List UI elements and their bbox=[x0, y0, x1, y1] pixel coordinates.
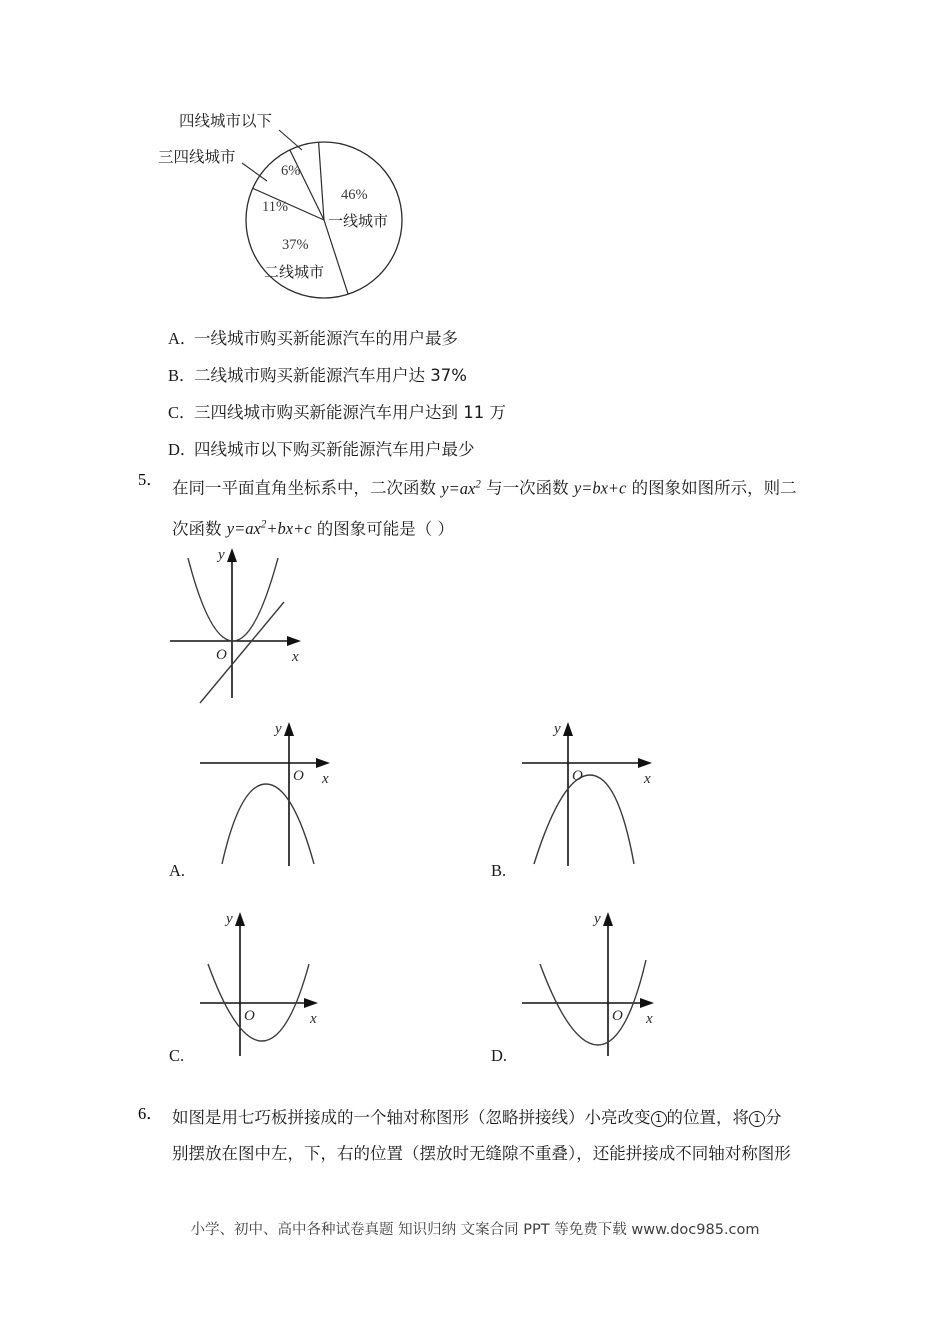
y-axis-arrow bbox=[284, 722, 294, 736]
question6-line1 bbox=[172, 1100, 838, 1136]
page-footer bbox=[0, 1218, 950, 1239]
y-axis-arrow bbox=[235, 912, 245, 926]
question6 bbox=[138, 1100, 838, 1172]
parabola-curve bbox=[534, 775, 634, 864]
q5-formula-full-rest: +bx+c bbox=[266, 519, 312, 538]
given-graph-svg bbox=[160, 540, 350, 715]
option-a-letter: A． bbox=[168, 329, 197, 348]
circled-number-1-second: 1 bbox=[749, 1111, 765, 1127]
q6-text-c: 分 bbox=[765, 1108, 782, 1127]
choice-c-graph bbox=[169, 908, 381, 1065]
choice-a-graph bbox=[169, 718, 381, 880]
pie-value-first-tier: 46% bbox=[341, 187, 368, 203]
q5-text-b: 与一次函数 bbox=[480, 478, 574, 498]
question5-body bbox=[172, 466, 828, 547]
pie-chart-svg bbox=[150, 98, 470, 313]
question6-body bbox=[172, 1100, 838, 1172]
option-a-text: 一线城市购买新能源汽车的用户最多 bbox=[194, 329, 458, 348]
question5-line1 bbox=[172, 466, 828, 507]
pie-value-third-fourth-tier: 11% bbox=[262, 199, 289, 215]
choice-b-graph bbox=[491, 718, 703, 880]
option-b-letter: B． bbox=[168, 366, 196, 385]
y-axis-label: y bbox=[226, 911, 233, 927]
callout-leader-below-fourth-tier bbox=[279, 130, 302, 150]
choice-d-graph bbox=[491, 908, 703, 1065]
question4-options bbox=[168, 320, 808, 468]
x-axis-arrow bbox=[638, 758, 652, 768]
x-axis-label: x bbox=[292, 649, 299, 665]
q5-formula-full-base: y=ax bbox=[226, 519, 261, 538]
pie-value-second-tier: 37% bbox=[282, 237, 309, 253]
option-d bbox=[168, 431, 808, 468]
pie-divider-1 bbox=[324, 220, 348, 294]
origin-label: O bbox=[293, 768, 304, 784]
choice-c-letter: C. bbox=[169, 1046, 185, 1065]
x-axis-arrow bbox=[640, 998, 654, 1008]
q6-text-a: 如图是用七巧板拼接成的一个轴对称图形（忽略拼接线）小亮改变 bbox=[172, 1108, 651, 1127]
question6-number: 6． bbox=[138, 1104, 163, 1123]
q5-formula-full bbox=[227, 519, 312, 538]
option-c-text: 三四线城市购买新能源汽车用户达到 11 万 bbox=[194, 403, 506, 422]
origin-label: O bbox=[572, 768, 583, 784]
y-axis-label: y bbox=[218, 547, 225, 563]
parabola-curve bbox=[222, 784, 314, 864]
option-b bbox=[168, 357, 808, 394]
option-d-letter: D． bbox=[168, 440, 197, 459]
q5-formula-quadratic-base: y=ax bbox=[441, 478, 476, 498]
pie-slice-label-second-tier: 二线城市 bbox=[264, 263, 325, 281]
y-axis-arrow bbox=[603, 912, 613, 926]
origin-label: O bbox=[216, 647, 227, 663]
q5-text-a: 在同一平面直角坐标系中，二次函数 bbox=[172, 478, 442, 498]
pie-chart-figure bbox=[150, 98, 470, 313]
choice-d-letter: D. bbox=[491, 1046, 508, 1065]
option-b-text: 二线城市购买新能源汽车用户达 37% bbox=[194, 366, 467, 385]
q6-text-b: 的位置，将 bbox=[666, 1108, 749, 1127]
circled-number-1-first: 1 bbox=[651, 1111, 667, 1127]
question5-number: 5． bbox=[138, 470, 163, 489]
y-axis-arrow bbox=[563, 722, 573, 736]
x-axis-label: x bbox=[646, 1011, 653, 1027]
x-axis-label: x bbox=[310, 1011, 317, 1027]
q5-formula-quadratic-exp: 2 bbox=[475, 478, 481, 490]
q5-formula-full-exp: 2 bbox=[260, 518, 267, 531]
option-c bbox=[168, 394, 808, 431]
footer-text: 小学、初中、高中各种试卷真题 知识归纳 文案合同 PPT 等免费下载 bbox=[190, 1222, 627, 1238]
parabola-curve bbox=[188, 558, 278, 641]
choice-a-svg bbox=[196, 718, 381, 868]
origin-label: O bbox=[612, 1008, 623, 1024]
option-d-text: 四线城市以下购买新能源汽车用户最少 bbox=[194, 440, 475, 459]
x-axis-arrow bbox=[304, 998, 318, 1008]
x-axis-arrow bbox=[287, 636, 301, 646]
pie-value-below-fourth-tier: 6% bbox=[281, 163, 301, 179]
pie-divider-2 bbox=[319, 142, 324, 220]
footer-url[interactable]: www.doc985.com bbox=[631, 1222, 760, 1238]
choice-c-svg bbox=[196, 908, 381, 1058]
line-curve bbox=[200, 602, 284, 703]
y-axis-arrow bbox=[227, 548, 237, 562]
choice-b-letter: B. bbox=[491, 861, 507, 880]
x-axis-arrow bbox=[316, 758, 330, 768]
x-axis-label: x bbox=[322, 771, 329, 787]
origin-label: O bbox=[244, 1008, 255, 1024]
y-axis-label: y bbox=[275, 721, 282, 737]
question5-given-graph bbox=[160, 540, 350, 715]
q5-formula-linear: y=bx+c bbox=[573, 478, 627, 498]
y-axis-label: y bbox=[594, 911, 601, 927]
pie-slice-label-first-tier: 一线城市 bbox=[328, 212, 389, 230]
choice-b-svg bbox=[518, 718, 703, 868]
question5 bbox=[138, 466, 828, 547]
pie-callout-label-below-fourth-tier: 四线城市以下 bbox=[179, 112, 273, 130]
choice-a-letter: A. bbox=[169, 861, 186, 880]
q5-text-c: 的图象如图所示，则二 bbox=[626, 478, 797, 498]
q5-formula-quadratic bbox=[441, 479, 481, 498]
choice-d-svg bbox=[518, 908, 703, 1058]
pie-callout-label-third-fourth-tier: 三四线城市 bbox=[158, 148, 236, 166]
q5-text-d: 次函数 bbox=[172, 519, 227, 538]
option-a bbox=[168, 320, 808, 357]
y-axis-label: y bbox=[554, 721, 561, 737]
q5-text-e: 的图象可能是（ ） bbox=[311, 519, 455, 538]
x-axis-label: x bbox=[644, 771, 651, 787]
pie-divider-3 bbox=[290, 150, 324, 220]
question6-line2: 别摆放在图中左，下，右的位置（摆放时无缝隙不重叠），还能拼接成不同轴对称图形 bbox=[172, 1144, 791, 1163]
option-c-letter: C． bbox=[168, 403, 196, 422]
